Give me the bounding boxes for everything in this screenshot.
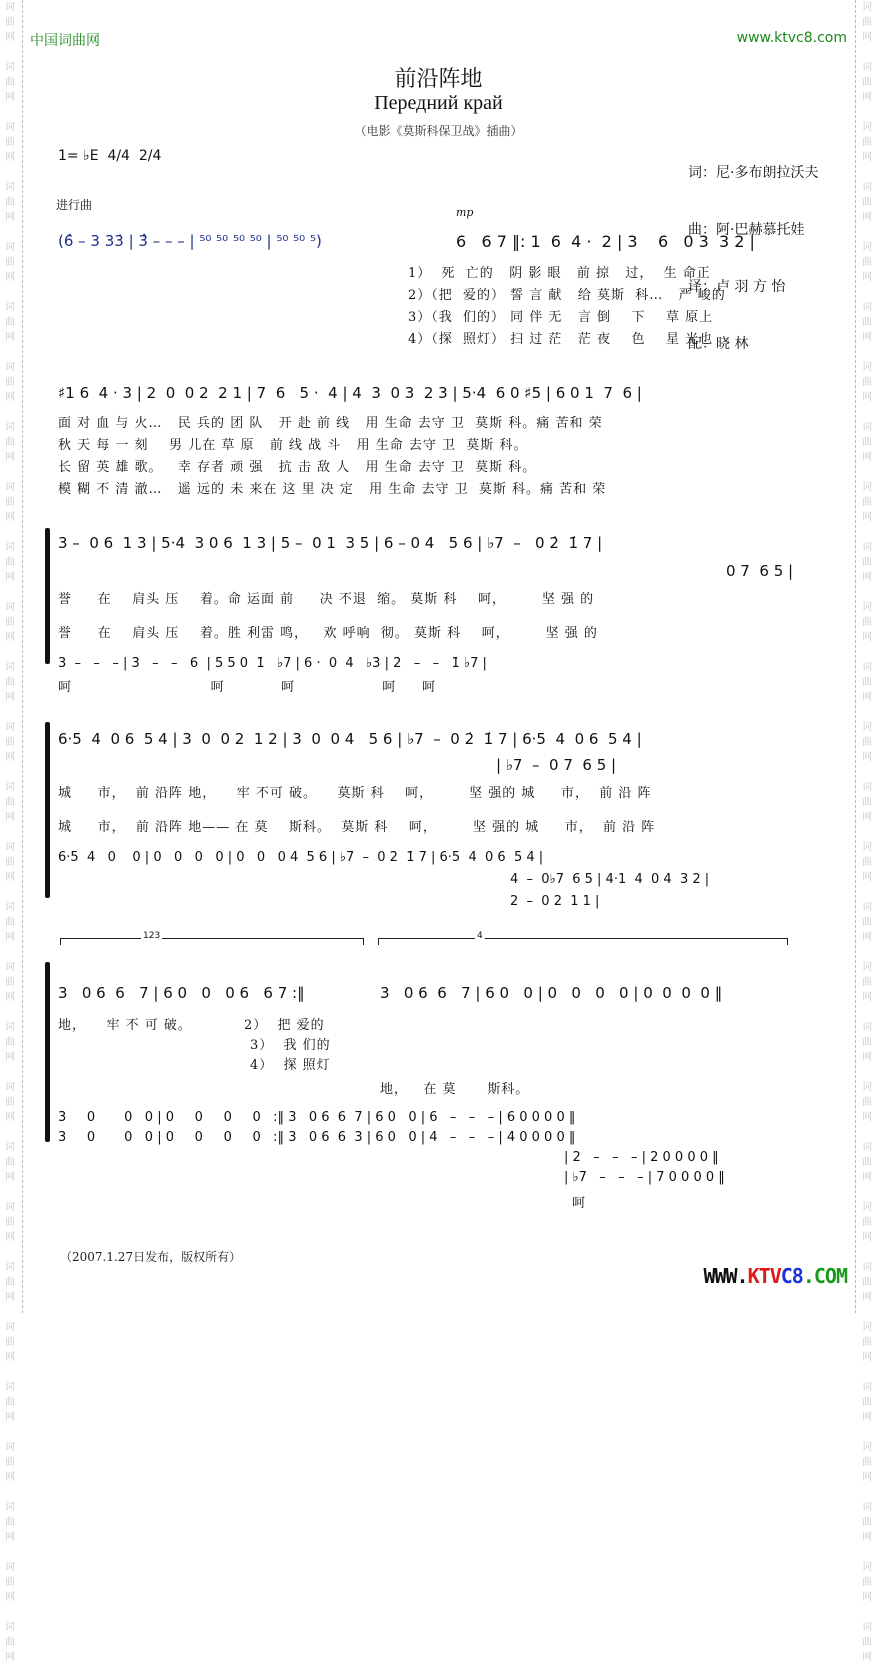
key-signature: 1= ♭E 4/4 2/4 [58,148,162,164]
watermark-char: 网 [5,1592,15,1603]
system4-divisi: | ♭7 – 0 7 6 5 | [496,756,617,774]
watermark-char: 网 [5,1472,15,1483]
system1-verse-1: 1） 死 亡的 阴 影 眼 前 掠 过， 生 命正 [408,266,711,281]
watermark-char: 曲 [862,377,872,388]
watermark-char: 网 [862,1112,872,1123]
watermark-char: 网 [862,1292,872,1303]
watermark-char: 词 [5,542,15,553]
system4-lower-2: 4 – 0♭7 6 5 | 4·1 4 0 4 3 2 | [510,872,710,887]
watermark-char: 曲 [862,437,872,448]
watermark-char: 网 [862,332,872,343]
watermark-char: 网 [5,1412,15,1423]
watermark-char: 词 [5,1082,15,1093]
system2-verse-4: 模 糊 不 清 澈… 遥 远的 未 来在 这 里 决 定 用 生命 去守 卫 莫斯 科。痛 苦和 荣 [58,482,607,497]
watermark-char: 曲 [862,497,872,508]
watermark-char: 曲 [862,977,872,988]
credit-music: 曲：阿·巴赫慕托娃 [688,222,805,238]
watermark-char: 词 [862,602,872,613]
watermark-char: 网 [5,1052,15,1063]
watermark-char: 词 [5,122,15,133]
system5-melody-first-ending: 3 0 6 6 7 | 6 0 0 0 6 6 7 :‖ [58,984,305,1002]
system1-melody: 6 6 7 ‖: 1 6 4 · 2 | 3 6 0 3 3 2 | [456,232,755,251]
watermark-char: 词 [862,1502,872,1513]
watermark-char: 网 [862,1052,872,1063]
watermark-char: 曲 [5,677,15,688]
watermark-char: 网 [862,272,872,283]
system3-melody: 3 – 0 6 1 3 | 5·4 3 0 6 1 3 | 5 – 0 1 3 5 | 6 – 0 4 5 6 | ♭7 – 0 2̇ 1̇ 7 | [58,534,603,552]
volta-1: 123 [60,938,364,945]
system4-lower-1: 6·5 4 0 0 | 0 0 0 0 | 0 0 0 4 5 6 | ♭7 – 0 2̇ 1̇ 7 | 6·5 4 0 6 5 4 | [58,850,544,865]
credit-arrangement: 配：晓 林 [688,336,749,352]
system5-lyrics-first: 地， 牢 不 可 破。 [58,1018,192,1033]
watermark-char: 词 [5,62,15,73]
watermark-char: 网 [5,392,15,403]
watermark-char: 曲 [862,1517,872,1528]
credit-lyrics: 词：尼·多布朗拉沃夫 [688,165,819,181]
watermark-char: 词 [862,1322,872,1333]
watermark-char: 词 [862,242,872,253]
watermark-char: 曲 [5,1397,15,1408]
watermark-char: 词 [862,1202,872,1213]
watermark-char: 词 [5,902,15,913]
system2-verse-2: 秋 天 每 一 刻 男 儿在 草 原 前 线 战 斗 用 生命 去守 卫 莫斯 科。 [58,438,528,453]
site-name-link[interactable]: 中国词曲网 [30,33,100,49]
system1-verse-4: 4）（探 照灯） 扫 过 茫 茫 夜 色 星 光也 [408,332,714,347]
watermark-char: 网 [862,1472,872,1483]
watermark-char: 曲 [862,1277,872,1288]
watermark-char: 曲 [5,317,15,328]
watermark-char: 曲 [5,617,15,628]
watermark-char: 网 [5,1352,15,1363]
logo-part: KTV [747,1264,781,1288]
watermark-char: 曲 [5,977,15,988]
watermark-char: 词 [862,782,872,793]
watermark-char: 曲 [862,1577,872,1588]
watermark-char: 曲 [862,1457,872,1468]
watermark-char: 曲 [5,17,15,28]
watermark-char: 曲 [862,617,872,628]
watermark-char: 网 [862,452,872,463]
watermark-char: 词 [5,662,15,673]
watermark-char: 词 [862,482,872,493]
watermark-char: 网 [862,1412,872,1423]
watermark-char: 网 [5,212,15,223]
intro-notation: (6̂ – 3 33̇ | 3̂ – – – | ⁵⁰ ⁵⁰ ⁵⁰ ⁵⁰ | ⁵⁰ ⁵⁰ ⁵) [58,232,322,250]
system4-lower-3: 2 – 0 2 1 1 | [510,894,600,909]
watermark-char: 网 [5,572,15,583]
site-logo[interactable] [703,1264,847,1288]
watermark-char: 曲 [5,437,15,448]
watermark-char: 词 [5,1562,15,1573]
watermark-char: 曲 [862,557,872,568]
watermark-char: 词 [5,842,15,853]
watermark-char: 网 [862,1352,872,1363]
tempo-marking: 进行曲 [56,198,93,212]
watermark-char: 词 [5,1202,15,1213]
watermark-char: 网 [5,1112,15,1123]
watermark-char: 曲 [5,1037,15,1048]
watermark-char: 曲 [5,857,15,868]
watermark-char: 词 [862,962,872,973]
system4-brace [45,722,50,898]
watermark-char: 网 [862,1532,872,1543]
system3-lower-part: 3 – – – | 3 – – 6 | 5 5 0 1̇ ♭7 | 6 · 0 4̇ ♭3̇ | 2̇ – – 1̇ ♭7 | [58,656,487,671]
system3-verse-2: 誉 在 肩头 压 着。胜 利雷 鸣， 欢 呼响 彻。 莫斯 科 呵， 坚 强 的 [58,626,598,641]
system4-melody: 6·5 4 0 6 5 4 | 3 0 0 2 1 2 | 3 0 0 4 5 6 | ♭7 – 0 2̇ 1̇ 7 | 6·5 4 0 6 5 4 | [58,730,642,748]
watermark-char: 网 [862,1592,872,1603]
watermark-char: 词 [862,2,872,13]
watermark-char: 网 [5,272,15,283]
watermark-char: 曲 [5,1097,15,1108]
watermark-char: 曲 [5,497,15,508]
logo-part: WWW. [703,1264,748,1288]
system1-verse-2: 2）（把 爱的） 誓 言 献 给 莫斯 科… 严 峻的 [408,288,726,303]
watermark-char: 网 [862,812,872,823]
watermark-char: 曲 [862,257,872,268]
repeat-cue-4: 4） 探 照灯 [250,1058,331,1073]
watermark-char: 曲 [5,1577,15,1588]
watermark-char: 曲 [5,917,15,928]
watermark-char: 网 [862,992,872,1003]
watermark-char: 词 [5,962,15,973]
watermark-char: 曲 [862,797,872,808]
watermark-char: 词 [862,1082,872,1093]
watermark-char: 曲 [5,1277,15,1288]
repeat-cue-3: 3） 我 们的 [250,1038,331,1053]
watermark-char: 词 [862,722,872,733]
watermark-char: 词 [5,1262,15,1273]
watermark-char: 词 [862,122,872,133]
watermark-char: 网 [862,512,872,523]
system5-lower-4: | ♭7 – – – | 7 0 0 0 0 ‖ [564,1170,725,1185]
dynamic-mark: mp [456,206,474,219]
watermark-char: 网 [862,32,872,43]
watermark-char: 曲 [5,1217,15,1228]
watermark-char: 词 [862,902,872,913]
watermark-right [857,0,877,1663]
system5-lower-3: | 2 – – – | 2 0 0 0 0 ‖ [564,1150,719,1165]
watermark-char: 词 [862,542,872,553]
watermark-char: 词 [5,482,15,493]
watermark-char: 词 [862,662,872,673]
watermark-char: 网 [5,812,15,823]
watermark-char: 网 [862,872,872,883]
watermark-char: 网 [5,1532,15,1543]
watermark-char: 词 [862,1562,872,1573]
watermark-char: 词 [5,722,15,733]
watermark-char: 词 [5,1322,15,1333]
watermark-char: 网 [862,152,872,163]
watermark-char: 词 [5,602,15,613]
watermark-char: 网 [5,1652,15,1663]
watermark-char: 曲 [5,1637,15,1648]
watermark-char: 网 [862,692,872,703]
watermark-char: 词 [5,1622,15,1633]
watermark-char: 网 [862,932,872,943]
watermark-char: 网 [862,752,872,763]
watermark-char: 网 [5,32,15,43]
watermark-char: 词 [5,1382,15,1393]
watermark-char: 词 [862,1442,872,1453]
watermark-char: 曲 [862,77,872,88]
system2-verse-1: 面 对 血 与 火… 民 兵的 团 队 开 赴 前 线 用 生命 去守 卫 莫斯 科。痛 苦和 荣 [58,416,603,431]
watermark-char: 曲 [862,917,872,928]
watermark-char: 词 [5,1442,15,1453]
watermark-char: 网 [5,332,15,343]
watermark-char: 网 [5,1172,15,1183]
watermark-char: 网 [5,452,15,463]
watermark-char: 词 [5,302,15,313]
song-title: 前沿阵地 [394,67,483,92]
watermark-char: 曲 [5,557,15,568]
watermark-char: 词 [862,1142,872,1153]
margin-line-right [855,0,856,1313]
watermark-char: 词 [862,362,872,373]
system1-verse-3: 3）（我 们的） 同 伴 无 言 倒 下 草 原上 [408,310,714,325]
system5-brace [45,962,50,1142]
watermark-char: 曲 [5,77,15,88]
watermark-char: 网 [5,1232,15,1243]
logo-part: .COM [802,1264,847,1288]
watermark-char: 词 [5,1022,15,1033]
watermark-char: 词 [5,2,15,13]
watermark-char: 网 [5,512,15,523]
watermark-char: 曲 [5,137,15,148]
watermark-char: 曲 [5,197,15,208]
watermark-char: 曲 [862,1637,872,1648]
system3-lower-lyrics: 呵 呵 呵 呵 呵 [58,680,436,695]
watermark-char: 曲 [862,1337,872,1348]
song-subtitle-russian: Передний край [374,92,503,114]
copyright-note: （2007.1.27日发布，版权所有） [60,1250,242,1264]
system5-lower-1: 3 0 0 0 | 0 0 0 0 :‖ 3 0 6 6 7 | 6 0 0 | 6 – – – | 6 0 0 0 0 ‖ [58,1110,576,1125]
watermark-char: 曲 [5,1517,15,1528]
system3-verse-1: 誉 在 肩头 压 着。命 运面 前 决 不退 缩。 莫斯 科 呵， 坚 强 的 [58,592,595,607]
watermark-char: 网 [862,92,872,103]
repeat-cue-2: 2） 把 爱的 [244,1018,325,1033]
watermark-char: 曲 [5,797,15,808]
watermark-char: 曲 [862,1217,872,1228]
system2-verse-3: 长 留 英 雄 歌。 幸 存者 顽 强 抗 击 敌 人 用 生命 去守 卫 莫斯 科。 [58,460,537,475]
watermark-char: 网 [862,212,872,223]
watermark-char: 网 [5,1292,15,1303]
watermark-char: 词 [5,782,15,793]
watermark-char: 网 [5,932,15,943]
watermark-char: 网 [5,692,15,703]
watermark-char: 曲 [862,1037,872,1048]
watermark-char: 词 [5,242,15,253]
watermark-char: 词 [862,182,872,193]
watermark-char: 网 [862,1232,872,1243]
watermark-char: 词 [5,182,15,193]
watermark-char: 词 [5,1502,15,1513]
watermark-char: 曲 [862,1097,872,1108]
watermark-char: 词 [5,362,15,373]
logo-part: C8 [780,1264,803,1288]
watermark-char: 词 [862,1262,872,1273]
watermark-char: 曲 [5,1157,15,1168]
credit-translation: 译：卢 羽 方 怡 [688,279,786,295]
watermark-char: 词 [5,422,15,433]
film-note: （电影《莫斯科保卫战》插曲） [354,124,523,138]
watermark-char: 网 [862,572,872,583]
watermark-char: 网 [5,632,15,643]
watermark-char: 曲 [862,1157,872,1168]
system4-verse-1: 城 市， 前 沿阵 地， 牢 不可 破。 莫斯 科 呵， 坚 强的 城 市， 前 沿 阵 [58,786,652,801]
watermark-char: 曲 [862,137,872,148]
watermark-char: 网 [862,1652,872,1663]
watermark-char: 网 [5,92,15,103]
watermark-char: 曲 [862,857,872,868]
watermark-char: 词 [862,422,872,433]
watermark-char: 曲 [862,1397,872,1408]
system5-lyrics-second: 地， 在 莫 斯科。 [380,1082,530,1097]
system5-lower-lyric: 呵 [572,1196,587,1211]
watermark-char: 曲 [5,377,15,388]
watermark-char: 词 [862,302,872,313]
watermark-char: 曲 [862,677,872,688]
margin-line-left [22,0,23,1313]
watermark-left [0,0,20,1663]
watermark-char: 曲 [862,737,872,748]
watermark-char: 曲 [5,1457,15,1468]
watermark-char: 网 [862,1172,872,1183]
watermark-char: 曲 [5,1337,15,1348]
system3-divisi: 0 7 6 5 | [726,562,794,580]
system5-lower-2: 3 0 0 0 | 0 0 0 0 :‖ 3 0 6 6 3 | 6 0 0 | 4 – – – | 4 0 0 0 0 ‖ [58,1130,576,1145]
watermark-char: 曲 [5,257,15,268]
volta-2: 4 [378,938,788,945]
system5-melody-second-ending: 3 0 6 6 7 | 6 0 0 | 0 0 0 0 | 0 0 0 0 ‖ [380,984,723,1002]
watermark-char: 网 [5,152,15,163]
watermark-char: 网 [5,992,15,1003]
system3-brace [45,528,50,664]
watermark-char: 曲 [862,197,872,208]
watermark-char: 词 [862,1382,872,1393]
watermark-char: 网 [5,752,15,763]
system4-verse-2: 城 市， 前 沿阵 地—— 在 莫 斯科。 莫斯 科 呵， 坚 强的 城 市， 前 沿 阵 [58,820,656,835]
watermark-char: 曲 [862,17,872,28]
watermark-char: 词 [862,1622,872,1633]
system2-melody: ♯1 6 4 · 3 | 2 0 0 2 2 1 | 7 6 5 · 4 | 4 3 0 3 2 3 | 5·4 6 0 ♯5 | 6 0 1 7 6 | [58,384,642,402]
watermark-char: 网 [5,872,15,883]
watermark-char: 网 [862,392,872,403]
watermark-char: 词 [862,1022,872,1033]
watermark-char: 网 [862,632,872,643]
watermark-char: 词 [5,1142,15,1153]
watermark-char: 词 [862,842,872,853]
watermark-char: 曲 [5,737,15,748]
site-url-link[interactable]: www.ktvc8.com [736,30,847,46]
watermark-char: 词 [862,62,872,73]
watermark-char: 曲 [862,317,872,328]
